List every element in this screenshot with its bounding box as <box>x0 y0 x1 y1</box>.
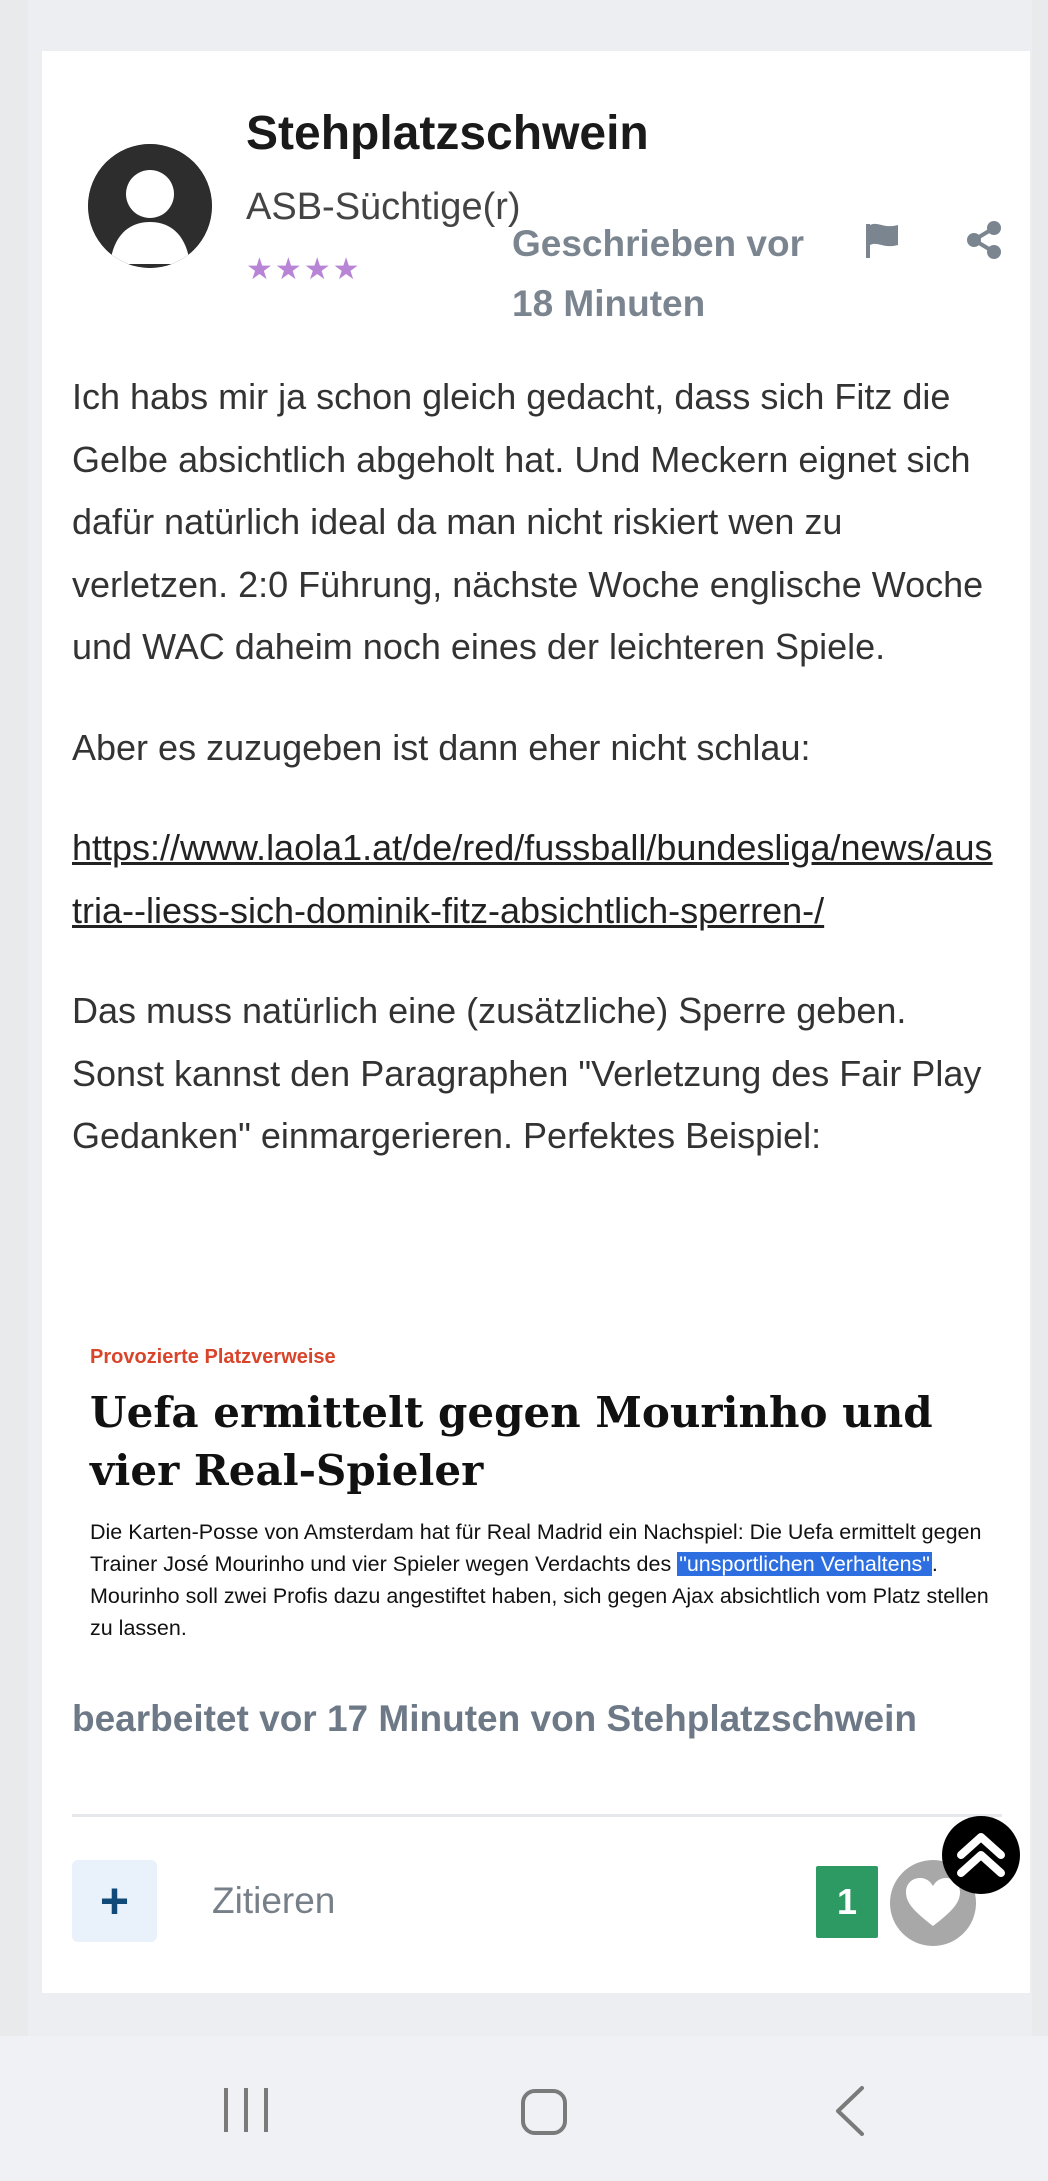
like-count-badge[interactable]: 1 <box>816 1866 878 1938</box>
divider <box>72 1814 1002 1817</box>
avatar[interactable] <box>88 144 212 268</box>
post-paragraph: Ich habs mir ja schon gleich gedacht, dass sich Fitz die Gelbe absichtlich abgeholt hat. Und Meckern eignet sich dafür natürlich ideal da man nicht riskiert wen zu verletzen. 2:0 Führung, nächste Woche englische Woche und WAC daheim noch eines der leichteren Spiele. <box>72 376 984 667</box>
embed-text-highlight: "unsportlichen Verhaltens" <box>679 1552 930 1576</box>
home-icon[interactable] <box>520 2088 568 2136</box>
post-body <box>72 366 1002 1206</box>
embed-kicker: Provozierte Platzverweise <box>90 1346 336 1368</box>
post-paragraph: Aber es zuzugeben ist dann eher nicht schlau: <box>72 726 811 768</box>
post-timestamp[interactable]: Geschrieben vor 18 Minuten <box>512 223 805 324</box>
user-silhouette-icon <box>88 144 212 268</box>
scroll-to-top-button[interactable] <box>942 1816 1020 1894</box>
embed-text <box>90 1516 990 1644</box>
heart-icon <box>904 1876 962 1930</box>
quote-button[interactable]: Zitieren <box>212 1880 336 1921</box>
embedded-article-image[interactable] <box>72 1320 1002 1650</box>
share-icon[interactable] <box>964 220 1004 260</box>
embed-text-start: Die Karten-Posse von Amsterdam hat für Real Madrid ein Nachspiel: Die Uefa ermittelt gegen Trainer José Mourinho und vier Spieler wegen Verdachts des <box>90 1520 982 1576</box>
article-link[interactable]: https://www.laola1.at/de/red/fussball/bundesliga/news/austria--liess-sich-dominik-fitz-absichtlich-sperren-/ <box>72 827 993 931</box>
recent-apps-icon[interactable] <box>222 2086 270 2134</box>
flag-icon[interactable] <box>862 220 902 260</box>
post-paragraph: Das muss natürlich eine (zusätzliche) Sperre geben. Sonst kannst den Paragraphen "Verletzung des Fair Play Gedanken" einmargerieren. Perfektes Beispiel: <box>72 990 982 1156</box>
user-title: ASB-Süchtige(r) <box>246 186 521 228</box>
double-chevron-up-icon <box>955 1831 1007 1879</box>
back-icon[interactable] <box>826 2084 874 2138</box>
embed-headline: Uefa ermittelt gegen Mourinho und vier Real-Spieler <box>90 1388 933 1495</box>
edited-note: bearbeitet vor 17 Minuten von Stehplatzschwein <box>72 1698 918 1739</box>
embed-text-end: . Mourinho soll zwei Profis dazu angestiftet haben, sich gegen Ajax absichtlich vom Platz stellen zu lassen. <box>90 1552 989 1640</box>
author-name[interactable]: Stehplatzschwein <box>246 107 649 160</box>
rank-stars: ★★★★ <box>246 253 362 286</box>
multiquote-button[interactable]: + <box>72 1860 157 1942</box>
